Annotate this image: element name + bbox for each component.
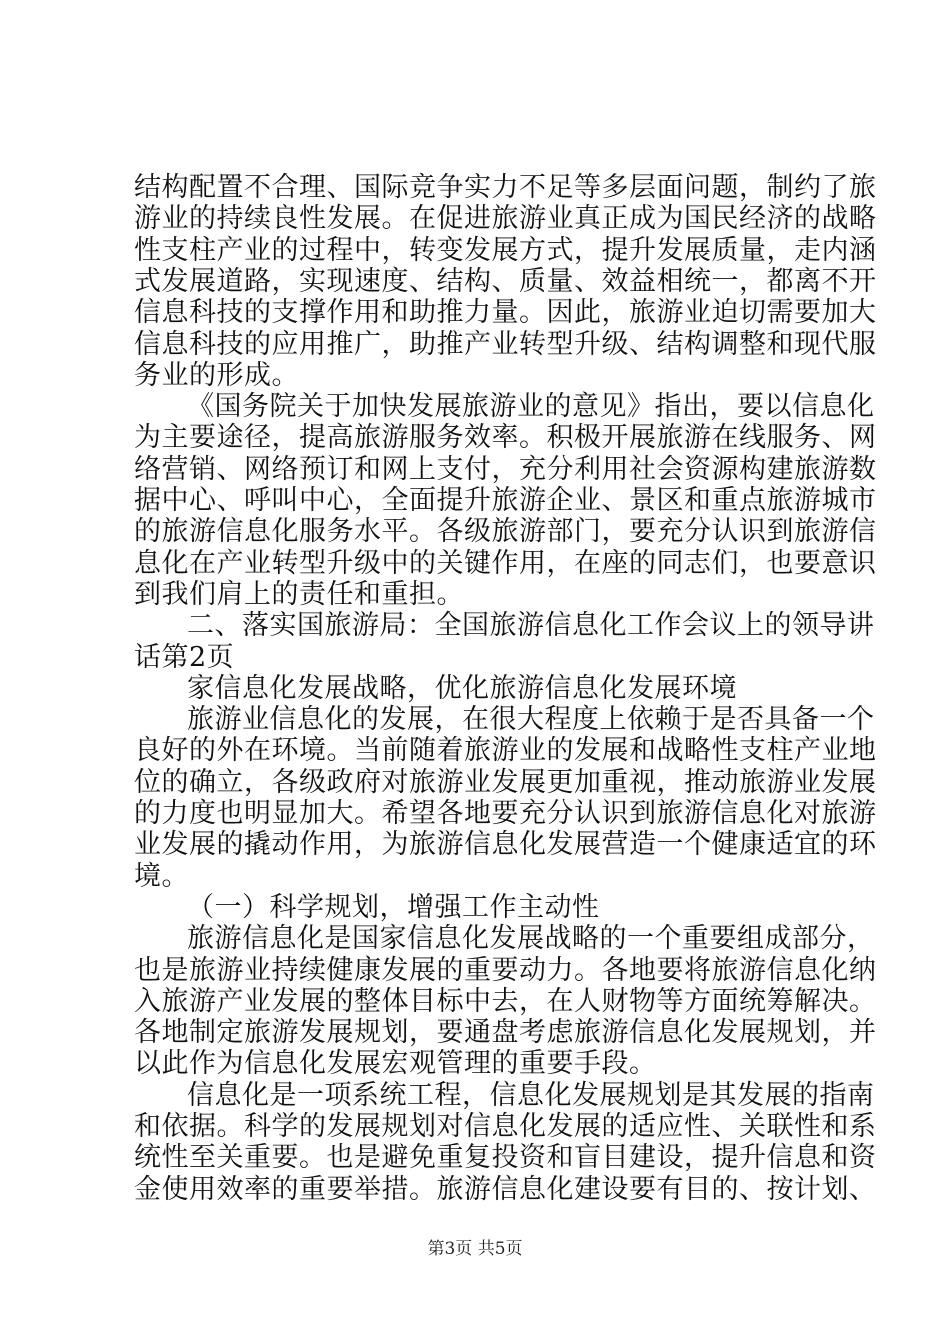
text-line: 结构配置不合理、国际竞争实力不足等多层面问题，制约了旅 (134, 172, 877, 203)
text-line: 式发展道路，实现速度、结构、质量、效益相统一，都离不开 (134, 266, 877, 297)
page-footer: 第3页 共5页 (427, 1239, 523, 1259)
text-line: 统性至关重要。也是避免重复投资和盲目建设，提升信息和资 (134, 1142, 877, 1173)
text-line: 信息化是一项系统工程，信息化发展规划是其发展的指南 (187, 1080, 875, 1111)
text-line: 入旅游产业发展的整体目标中去，在人财物等方面统筹解决。 (134, 986, 877, 1017)
section-heading: 二、落实国旅游局：全国旅游信息化工作会议上的领导讲 (187, 610, 875, 641)
text-line: 各地制定旅游发展规划，要通盘考虑旅游信息化发展规划，并 (134, 1017, 877, 1048)
text-line: 也是旅游业持续健康发展的重要动力。各地要将旅游信息化纳 (134, 955, 877, 986)
text-line: 息化在产业转型升级中的关键作用，在座的同志们，也要意识 (134, 548, 877, 579)
text-line: 络营销、网络预订和网上支付，充分利用社会资源构建旅游数 (134, 454, 877, 485)
text-line: 的旅游信息化服务水平。各级旅游部门，要充分认识到旅游信 (134, 516, 877, 547)
text-line: 业发展的撬动作用，为旅游信息化发展营造一个健康适宜的环 (134, 829, 877, 860)
text-line: 金使用效率的重要举措。旅游信息化建设要有目的、按计划、 (134, 1174, 877, 1205)
text-line: 为主要途径，提高旅游服务效率。积极开展旅游在线服务、网 (134, 422, 877, 453)
text-line: 位的确立，各级政府对旅游业发展更加重视，推动旅游业发展 (134, 767, 877, 798)
text-line: 和依据。科学的发展规划对信息化发展的适应性、关联性和系 (134, 1111, 877, 1142)
subsection-heading: （一）科学规划，增强工作主动性 (187, 892, 600, 923)
text-line: 《国务院关于加快发展旅游业的意见》指出，要以信息化 (187, 391, 875, 422)
text-line: 的力度也明显加大。希望各地要充分认识到旅游信息化对旅游 (134, 798, 877, 829)
text-line: 话第2页 (134, 642, 235, 673)
text-line: 务业的形成。 (134, 360, 299, 391)
text-line: 境。 (134, 861, 189, 892)
text-line: 游业的持续良性发展。在促进旅游业真正成为国民经济的战略 (134, 203, 877, 234)
text-line: 性支柱产业的过程中，转变发展方式，提升发展质量，走内涵 (134, 235, 877, 266)
text-line: 到我们肩上的责任和重担。 (134, 579, 464, 610)
text-line: 据中心、呼叫中心，全面提升旅游企业、景区和重点旅游城市 (134, 485, 877, 516)
text-line: 信息科技的支撑作用和助推力量。因此，旅游业迫切需要加大 (134, 297, 877, 328)
section-heading: 家信息化发展战略，优化旅游信息化发展环境 (187, 673, 737, 704)
text-line: 信息科技的应用推广，助推产业转型升级、结构调整和现代服 (134, 329, 877, 360)
text-line: 旅游业信息化的发展，在很大程度上依赖于是否具备一个 (187, 704, 875, 735)
text-line: 以此作为信息化发展宏观管理的重要手段。 (134, 1048, 657, 1079)
text-line: 旅游信息化是国家信息化发展战略的一个重要组成部分， (187, 923, 875, 954)
text-line: 良好的外在环境。当前随着旅游业的发展和战略性支柱产业地 (134, 735, 877, 766)
